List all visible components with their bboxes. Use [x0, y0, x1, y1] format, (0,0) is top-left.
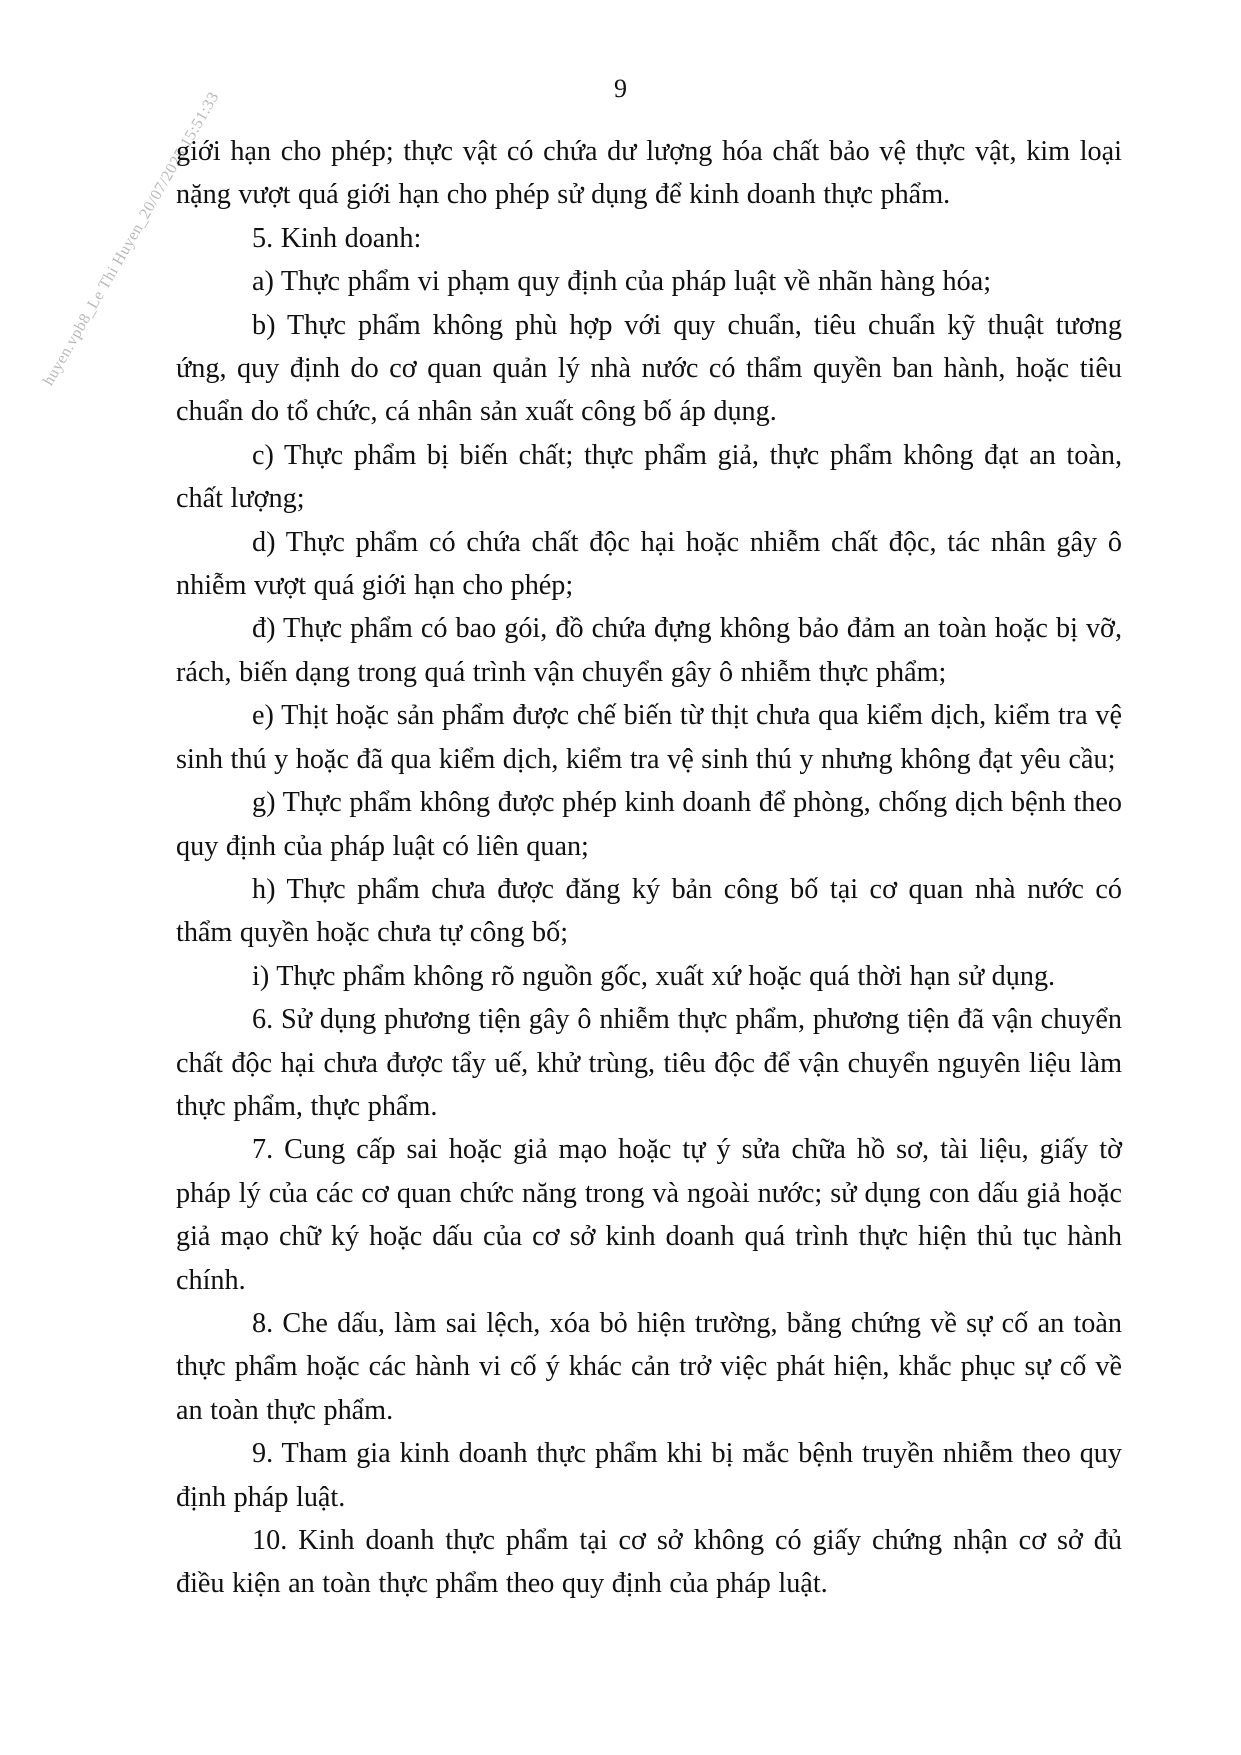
clause-5-item-e: e) Thịt hoặc sản phẩm được chế biến từ thịt chưa qua kiểm dịch, kiểm tra vệ sinh thú y hoặc đã qua kiểm dịch, kiểm tra vệ sinh thú y nhưng không đạt yêu cầu; — [176, 700, 1122, 775]
clause-5-item-c: c) Thực phẩm bị biến chất; thực phẩm giả, thực phẩm không đạt an toàn, chất lượng; — [176, 439, 1122, 515]
clause-5-item-b: b) Thực phẩm không phù hợp với quy chuẩn, tiêu chuẩn kỹ thuật tương ứng, quy định do cơ quan quản lý nhà nước có thẩm quyền ban hành, hoặc tiêu chuẩn do tổ chức, cá nhân sản xuất công bố áp dụng. — [176, 309, 1122, 428]
page-number: 9 — [614, 74, 627, 103]
clause-5-heading: 5. Kinh doanh: — [252, 222, 422, 254]
clause-5-item-h: h) Thực phẩm chưa được đăng ký bản công bố tại cơ quan nhà nước có thẩm quyền hoặc chưa tự công bố; — [176, 873, 1122, 949]
clause-7: 7. Cung cấp sai hoặc giả mạo hoặc tự ý sửa chữa hồ sơ, tài liệu, giấy tờ pháp lý của các cơ quan chức năng trong và ngoài nước; sử dụng con dấu giả hoặc giả mạo chữ ký hoặc dấu của cơ sở kinh doanh quá trình thực hiện thủ tục hành chính. — [176, 1134, 1122, 1296]
watermark: huyen.vpb8_Le Thi Huyen_20/07/2025 15:51:33 — [40, 89, 223, 389]
clause-9: 9. Tham gia kinh doanh thực phẩm khi bị mắc bệnh truyền nhiễm theo quy định pháp luật. — [176, 1438, 1122, 1513]
clause-6: 6. Sử dụng phương tiện gây ô nhiễm thực phẩm, phương tiện đã vận chuyển chất độc hại chưa được tẩy uế, khử trùng, tiêu độc để vận chuyển nguyên liệu làm thực phẩm, thực phẩm. — [176, 1004, 1122, 1122]
paragraph-continuation: giới hạn cho phép; thực vật có chứa dư lượng hóa chất bảo vệ thực vật, kim loại nặng vượt quá giới hạn cho phép sử dụng để kinh doanh thực phẩm. — [176, 136, 1122, 211]
clause-5-item-dd: đ) Thực phẩm có bao gói, đồ chứa đựng không bảo đảm an toàn hoặc bị vỡ, rách, biến dạng trong quá trình vận chuyển gây ô nhiễm thực phẩm; — [176, 613, 1122, 688]
clause-5-item-a: a) Thực phẩm vi phạm quy định của pháp luật về nhãn hàng hóa; — [252, 266, 992, 298]
clause-8: 8. Che dấu, làm sai lệch, xóa bỏ hiện trường, bằng chứng về sự cố an toàn thực phẩm hoặc các hành vi cố ý khác cản trở việc phát hiện, khắc phục sự cố về an toàn thực phẩm. — [176, 1307, 1122, 1426]
clause-5-item-g: g) Thực phẩm không được phép kinh doanh để phòng, chống dịch bệnh theo quy định của pháp luật có liên quan; — [176, 787, 1122, 862]
clause-5-item-i: i) Thực phẩm không rõ nguồn gốc, xuất xứ hoặc quá thời hạn sử dụng. — [252, 960, 1056, 992]
clause-10: 10. Kinh doanh thực phẩm tại cơ sở không có giấy chứng nhận cơ sở đủ điều kiện an toàn thực phẩm theo quy định của pháp luật. — [176, 1525, 1122, 1600]
document-body — [176, 130, 1122, 1606]
clause-5-item-d: d) Thực phẩm có chứa chất độc hại hoặc nhiễm chất độc, tác nhân gây ô nhiễm vượt quá giới hạn cho phép; — [176, 526, 1122, 602]
